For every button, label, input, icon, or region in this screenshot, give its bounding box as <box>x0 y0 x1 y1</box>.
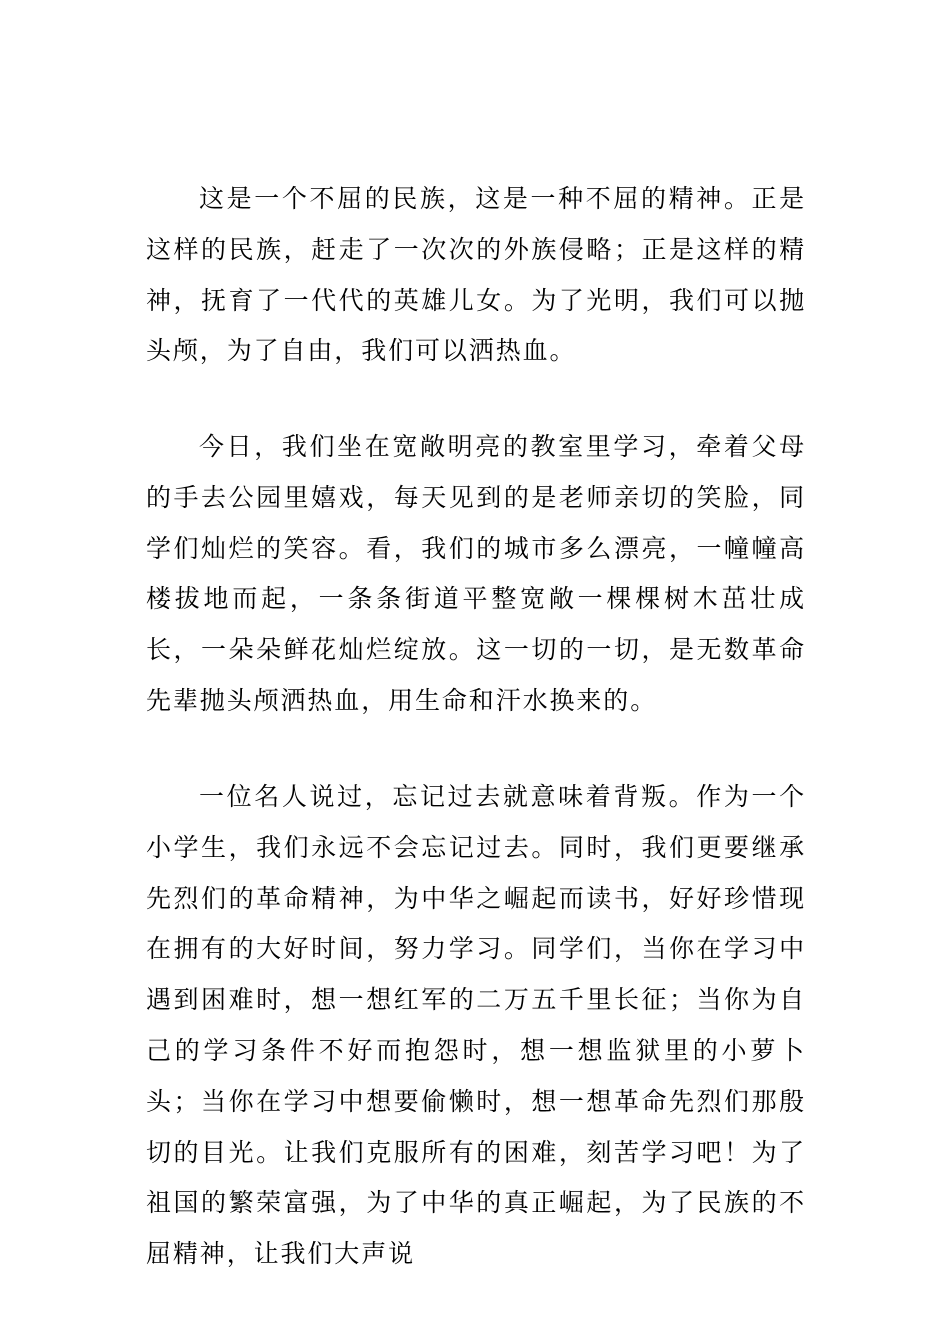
paragraph-2: 今日，我们坐在宽敞明亮的教室里学习，牵着父母的手去公园里嬉戏，每天见到的是老师亲切的笑脸，同学们灿烂的笑容。看，我们的城市多么漂亮，一幢幢高楼拔地而起，一条条街道平整宽敞一棵棵树木茁壮成长，一朵朵鲜花灿烂绽放。这一切的一切，是无数革命先辈抛头颅洒热血，用生命和汗水换来的。 <box>146 432 806 715</box>
paragraph-3: 一位名人说过，忘记过去就意味着背叛。作为一个小学生，我们永远不会忘记过去。同时，我们更要继承先烈们的革命精神，为中华之崛起而读书，好好珍惜现在拥有的大好时间，努力学习。同学们，当你在学习中遇到困难时，想一想红军的二万五千里长征；当你为自己的学习条件不好而抱怨时，想一想监狱里的小萝卜头；当你在学习中想要偷懒时，想一想革命先烈们那殷切的目光。让我们克服所有的困难，刻苦学习吧！为了祖国的繁荣富强，为了中华的真正崛起，为了民族的不屈精神，让我们大声说 <box>146 782 806 1269</box>
paragraph-1: 这是一个不屈的民族，这是一种不屈的精神。正是这样的民族，赶走了一次次的外族侵略；正是这样的精神，抚育了一代代的英雄儿女。为了光明，我们可以抛头颅，为了自由，我们可以洒热血。 <box>146 184 806 366</box>
